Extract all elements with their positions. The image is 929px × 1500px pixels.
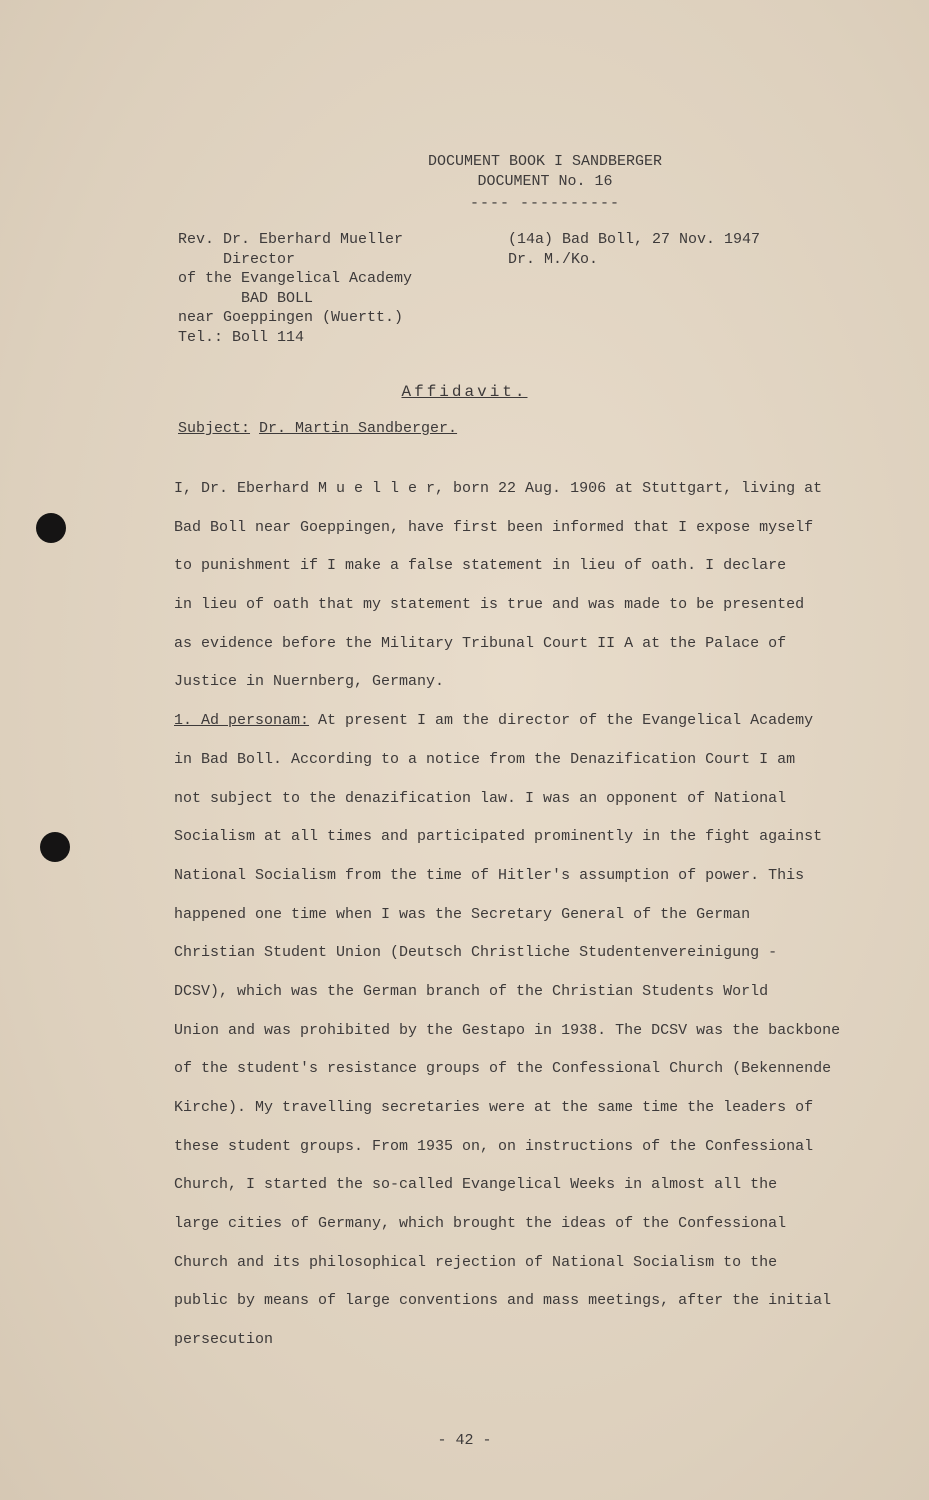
sender-block [178,230,412,347]
body-line: Church and its philosophical rejection of National Socialism to the [174,1253,778,1271]
place-date: (14a) Bad Boll, 27 Nov. 1947 [508,231,761,248]
body-line: public by means of large conventions and mass meetings, after the initial [174,1292,832,1310]
sender-line: near Goeppingen (Wuertt.) [178,309,404,326]
body-line: as evidence before the Military Tribunal Court II A at the Palace of [174,634,787,652]
body-line: these student groups. From 1935 on, on instructions of the Confessional [174,1137,814,1155]
subject-name: Dr. Martin Sandberger. [259,420,458,437]
body-line: Kirche). My travelling secretaries were at the same time the leaders of [174,1099,814,1116]
body-line: Church, I started the so-called Evangelical Weeks in almost all the [174,1176,778,1194]
body-line: Union and was prohibited by the Gestapo in 1938. The DCSV was the backbone [174,1021,841,1039]
document-book-title: DOCUMENT BOOK I SANDBERGER [427,153,663,170]
subject-label: Subject: [178,420,251,437]
body-line: happened one time when I was the Secretary General of the German [174,905,751,923]
body-line: I, Dr. Eberhard M u e l l e r, born 22 Aug. 1906 at Stuttgart, living at [174,480,823,497]
header-rule: ---- ---------- [469,195,621,212]
body-line: large cities of Germany, which brought the ideas of the Confessional [174,1215,787,1233]
body-line: Bad Boll near Goeppingen, have first been informed that I expose myself [174,518,814,536]
body-line [174,710,874,749]
body-line: DCSV), which was the German branch of the Christian Students World [174,982,769,1000]
affidavit-body [174,478,874,1368]
sender-line: of the Evangelical Academy [178,270,413,287]
reference-initials: Dr. M./Ko. [508,250,599,268]
section-label: 1. Ad personam: [174,712,310,730]
body-line: Socialism at all times and participated prominently in the fight against [174,828,823,846]
page-number: - 42 - [437,1432,492,1449]
document-header [400,152,690,214]
reference-block [508,230,760,269]
body-line: National Socialism from the time of Hitler's assumption of power. This [174,866,805,884]
sender-line: BAD BOLL [178,289,314,307]
body-line: Justice in Nuernberg, Germany. [174,673,445,691]
body-line: of the student's resistance groups of the Confessional Church (Bekennende [174,1060,832,1078]
body-text: At present I am the director of the Evangelical Academy [309,712,814,730]
sender-line: Rev. Dr. Eberhard Mueller [178,231,404,248]
punch-hole [36,513,66,543]
body-line: to punishment if I make a false statement in lieu of oath. I declare [174,557,787,575]
sender-line: Tel.: Boll 114 [178,328,305,346]
body-line: in Bad Boll. According to a notice from the Denazification Court I am [174,750,796,768]
subject-line [178,420,457,437]
body-line: Christian Student Union (Deutsch Christliche Studentenvereinigung - [174,944,778,962]
punch-hole [40,832,70,862]
body-line: persecution [174,1331,274,1349]
sender-line: Director [178,250,296,268]
document-number: DOCUMENT No. 16 [477,173,613,190]
body-line: not subject to the denazification law. I was an opponent of National [174,789,787,807]
body-line: in lieu of oath that my statement is true and was made to be presented [174,596,805,614]
affidavit-title: Affidavit. [401,383,528,401]
